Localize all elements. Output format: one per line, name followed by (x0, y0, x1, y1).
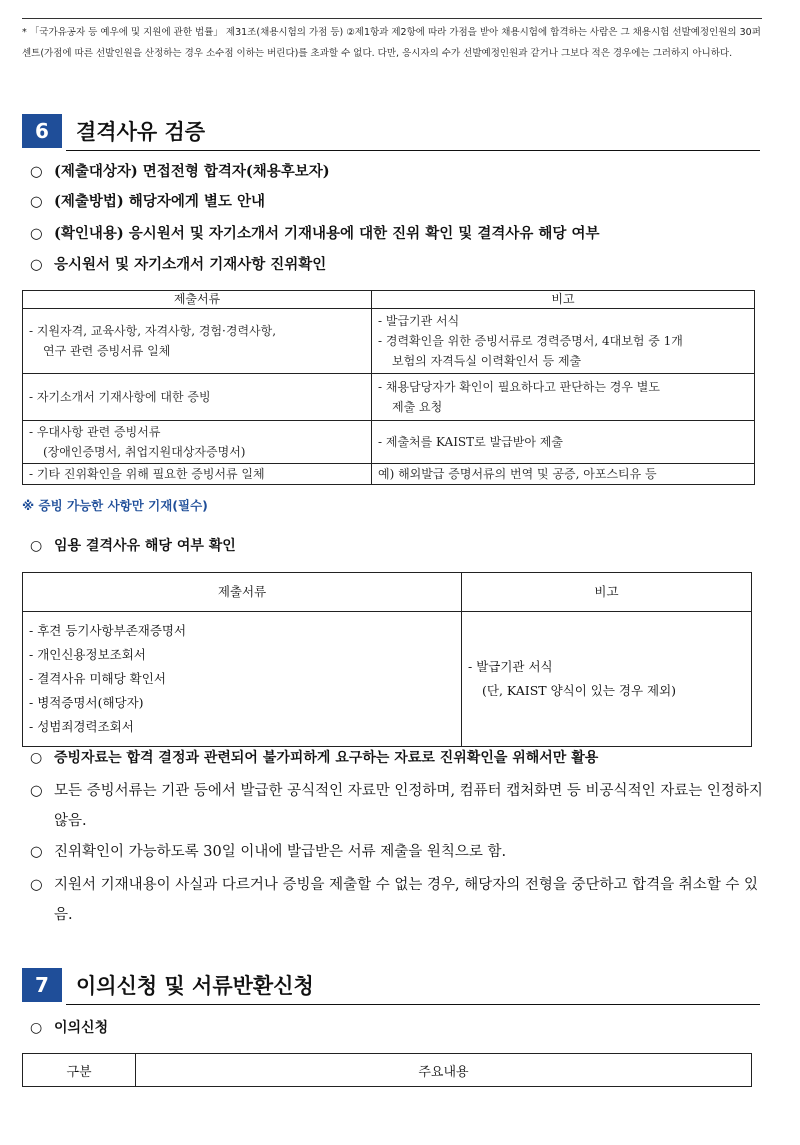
table-header: 주요내용 (136, 1054, 752, 1087)
bullet-item: ○ 지원서 기재내용이 사실과 다르거나 증빙을 제출할 수 없는 경우, 해당자의 전형을 중단하고 합격을 취소할 수 있음. (30, 877, 759, 923)
table-header: 제출서류 (23, 573, 462, 612)
section-number: 6 (22, 114, 62, 148)
table-cell (23, 612, 462, 747)
table-row (23, 309, 755, 374)
table-header: 제출서류 (23, 291, 372, 309)
table-row (23, 374, 755, 421)
list-item: - 결격사유 미해당 확인서 (29, 671, 166, 686)
footnote: * 「국가유공자 등 예우에 및 지원에 관한 법률」 제31조(채용시험의 가점 등) ②제1항과 제2항에 따라 가점을 받아 채용시험에 합격하는 사람은 그 채용시험 선발예정인원의 30퍼센트(가점에 따른 선발인원을 산정하는 경우 소수점 이하는 버린다)를 초과할 수 없다. 다만, 응시자의 수가 선발예정인원과 같거나 그보다 적은 경우에는 그러하지 아니하다. (22, 27, 761, 59)
bullet-item: ○ 응시원서 및 자기소개서 기재사항 진위확인 (30, 257, 327, 273)
bullet-item: ○ (제출대상자) 면접전형 합격자(채용후보자) (30, 163, 330, 180)
table-header: 비고 (462, 573, 752, 612)
section-7-header (22, 968, 314, 1002)
objection-table (22, 1053, 752, 1087)
top-rule (22, 18, 762, 19)
bullet-item: ○ 임용 결격사유 해당 여부 확인 (30, 538, 236, 554)
list-item: - 병적증명서(해당자) (29, 695, 144, 710)
list-item: - 후견 등기사항부존재증명서 (29, 623, 187, 638)
verification-docs-table (22, 290, 755, 485)
table-cell: - 지원자격, 교육사항, 자격사항, 경험·경력사항, 연구 관련 증빙서류 일체 (23, 309, 372, 374)
table-cell: - 제출처를 KAIST로 발급받아 제출 (372, 421, 755, 464)
required-note: ※ 증빙 가능한 사항만 기재(필수) (22, 498, 208, 513)
table-cell: 예) 해외발급 증명서류의 번역 및 공증, 아포스티유 등 (372, 464, 755, 485)
section-rule (66, 150, 760, 151)
bullet-item: ○ (확인내용) 응시원서 및 자기소개서 기재내용에 대한 진위 확인 및 결격사유 해당 여부 (30, 225, 600, 242)
bullet-item: ○ 진위확인이 가능하도록 30일 이내에 발급받은 서류 제출을 원칙으로 함. (30, 844, 507, 860)
table-cell: - 발급기관 서식 (단, KAIST 양식이 있는 경우 제외) (462, 612, 752, 747)
table-cell: - 자기소개서 기재사항에 대한 증빙 (23, 374, 372, 421)
section-number: 7 (22, 968, 62, 1002)
table-header: 구분 (23, 1054, 136, 1087)
bullet-item: ○ 증빙자료는 합격 결정과 관련되어 불가피하게 요구하는 자료로 진위확인을 위해서만 활용 (30, 750, 599, 766)
table-row (23, 464, 755, 485)
table-row (23, 612, 752, 747)
section-title: 이의신청 및 서류반환신청 (76, 974, 314, 998)
table-cell: - 기타 진위확인을 위해 필요한 증빙서류 일체 (23, 464, 372, 485)
table-row (23, 421, 755, 464)
table-cell: - 발급기관 서식 - 경력확인을 위한 증빙서류로 경력증명서, 4대보험 중 1개 보험의 자격득실 이력확인서 등 제출 (372, 309, 755, 374)
list-item: - 성범죄경력조회서 (29, 719, 134, 734)
table-cell: - 우대사항 관련 증빙서류 (장애인증명서, 취업지원대상자증명서) (23, 421, 372, 464)
table-header: 비고 (372, 291, 755, 309)
section-title: 결격사유 검증 (76, 120, 206, 144)
disqualification-docs-table (22, 572, 752, 747)
bullet-item: ○ 모든 증빙서류는 기관 등에서 발급한 공식적인 자료만 인정하며, 컴퓨터 캡처화면 등 비공식적인 자료는 인정하지 않음. (30, 783, 763, 829)
list-item: - 개인신용정보조회서 (29, 647, 146, 662)
section-rule (66, 1004, 760, 1005)
bullet-item: ○ (제출방법) 해당자에게 별도 안내 (30, 193, 265, 210)
bullet-item: ○ 이의신청 (30, 1020, 109, 1036)
section-6-header (22, 114, 205, 148)
table-cell: - 채용담당자가 확인이 필요하다고 판단하는 경우 별도 제출 요청 (372, 374, 755, 421)
